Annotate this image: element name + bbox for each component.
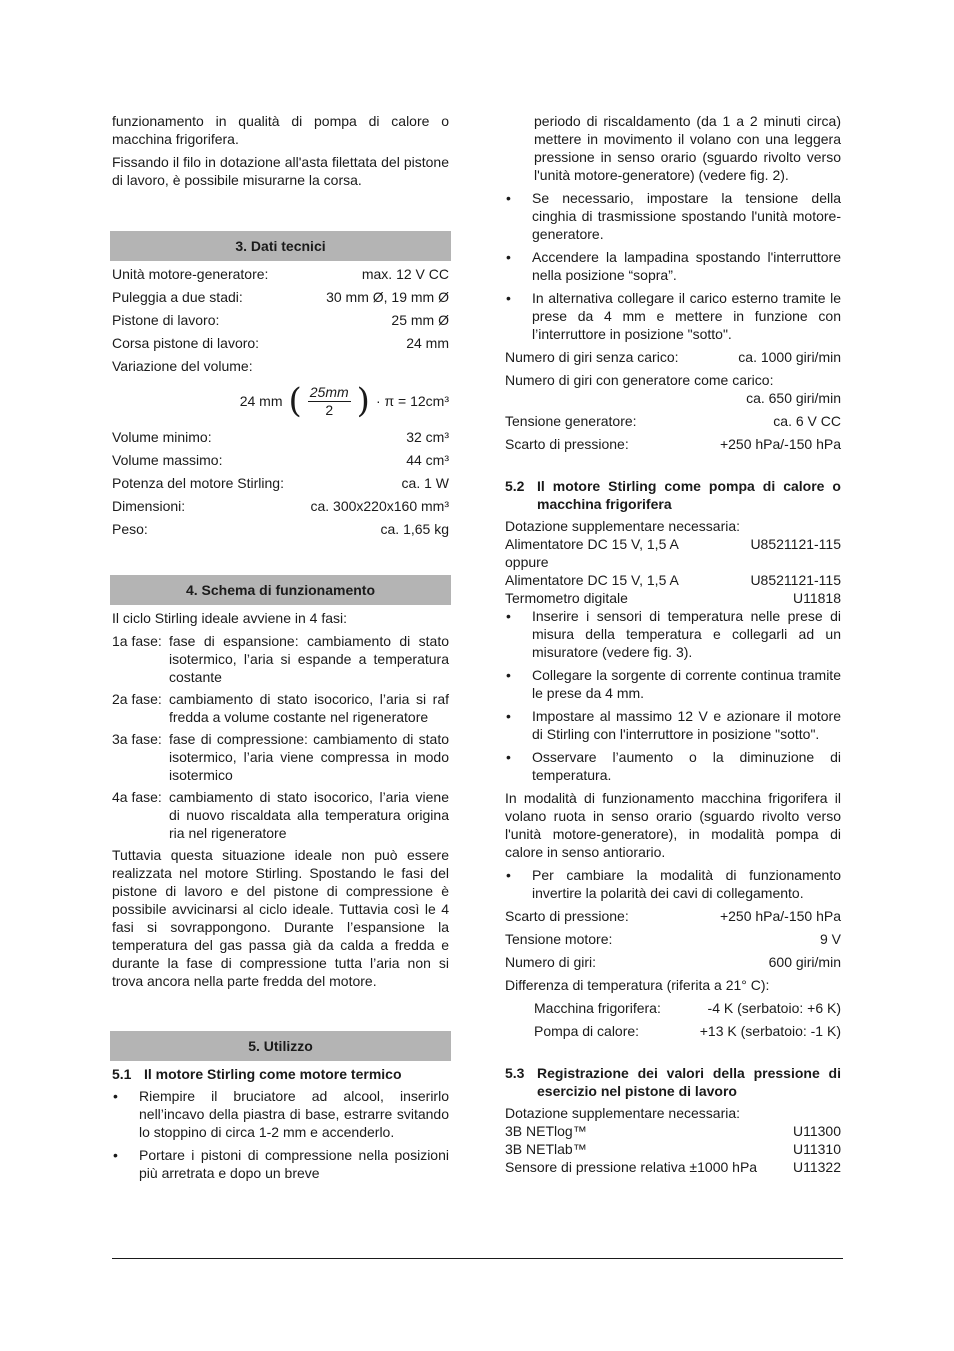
spec-label: Corsa pistone di lavoro:: [112, 335, 260, 351]
spec-value: +250 hPa/-150 hPa: [719, 436, 841, 452]
spec-row: [112, 428, 449, 446]
equipment-row: [505, 535, 841, 553]
spec-row: [505, 953, 841, 971]
spec-row: [112, 357, 449, 375]
spec-label: Numero di giri con generatore come carico:: [505, 372, 774, 388]
equipment-row: [505, 1158, 841, 1176]
spec-label: Pistone di lavoro:: [112, 312, 220, 328]
spec-label: Numero di giri:: [505, 954, 597, 970]
phase-text: fase di compressione: cambiamento di stato isotermico, l’aria viene compressa in modo isotermico: [169, 731, 449, 783]
intro-paragraph-1: funzionamento in qualità di pompa di calore o macchina frigorifera.: [112, 113, 449, 147]
spec-label: Puleggia a due stadi:: [112, 289, 243, 305]
mode-paragraph: In modalità di funzionamento macchina frigorifera il volano ruota in senso orario (sguardo rivolto verso l'unità motore-generatore), in modalità pompa di calore in senso antiorario.: [505, 790, 841, 860]
spec-label: Volume minimo:: [112, 429, 212, 445]
left-column: [112, 112, 449, 1187]
list-item: • Collegare la sorgente di corrente continua tramite le prese da 4 mm.: [505, 666, 841, 702]
equipment-label: oppure: [505, 554, 549, 570]
temperature-value: -4 K (serbatoio: +6 K): [707, 1000, 841, 1016]
spec-row: [505, 907, 841, 925]
spec-label: Peso:: [112, 521, 148, 537]
equipment-label: Alimentatore DC 15 V, 1,5 A: [505, 536, 679, 552]
spec-label: Potenza del motore Stirling:: [112, 475, 284, 491]
list-item: • In alternativa collegare il carico esterno tramite le prese da 4 mm e mettere in funzione con l’interruttore in posizione "sotto".: [505, 289, 841, 343]
continued-bullet-text: periodo di riscaldamento (da 1 a 2 minuti circa) mettere in movimento il volano con una leggera pressione in senso orario (sguardo rivolto verso l'unità motore-generatore) (vedere fig. 2).: [534, 113, 841, 183]
intro-paragraph-2: Fissando il filo in dotazione all'asta filettata del pistone di lavoro, è possibile misurarne la corsa.: [112, 154, 449, 188]
left-paren: (: [288, 381, 302, 421]
subsection-title: Registrazione dei valori della pressione di esercizio nel pistone di lavoro: [537, 1065, 841, 1099]
spec-value: 30 mm Ø, 19 mm Ø: [326, 289, 449, 305]
bullet-list-5-1: [112, 1087, 449, 1182]
spec-label: Volume massimo:: [112, 452, 223, 468]
spec-label: Tensione motore:: [505, 931, 613, 947]
list-item: • Portare i pistoni di compressione nella posizioni più arretrata e dopo un breve: [112, 1146, 449, 1182]
section-4-intro: Il ciclo Stirling ideale avviene in 4 fasi:: [112, 610, 348, 626]
list-item: • Accendere la lampadina spostando l'interruttore nella posizione “sopra”.: [505, 248, 841, 284]
list-item: • Se necessario, impostare la tensione della cinghia di trasmissione spostando l'unità motore-generatore.: [505, 189, 841, 243]
spec-value: 600 giri/min: [768, 954, 841, 970]
spec-row: [112, 520, 449, 538]
fraction-denominator: 2: [325, 401, 334, 418]
spec-row: [112, 265, 449, 283]
equipment-row: [505, 589, 841, 607]
equipment-row: [505, 553, 841, 571]
subsection-5-1-heading: [112, 1065, 449, 1083]
list-item: • Osservare l’aumento o la diminuzione di temperatura.: [505, 748, 841, 784]
temperature-label: Pompa di calore:: [534, 1023, 640, 1039]
equipment-row: [505, 1122, 841, 1140]
spec-row: [112, 288, 449, 306]
spec-row: [112, 334, 449, 352]
phase-item: [112, 690, 449, 726]
spec-row: [112, 311, 449, 329]
temperature-difference-label: Differenza di temperatura (riferita a 21° C):: [505, 977, 770, 993]
spec-value: 25 mm Ø: [391, 312, 449, 328]
equipment-label: 3B NETlab™: [505, 1141, 587, 1157]
footer-rule: [112, 1258, 843, 1259]
spec-value: ca. 6 V CC: [773, 413, 841, 429]
subsection-5-3-heading: [505, 1064, 841, 1100]
formula-prefix: 24 mm: [239, 393, 283, 409]
bullet-list-5-2: [505, 607, 841, 784]
phase-text: fase di espansione: cambiamento di stato isotermico, l’aria si espande a temperatura costante: [169, 633, 449, 685]
spec-value: 24 mm: [406, 335, 449, 351]
list-item: • Riempire il bruciatore ad alcool, inserirlo nell’incavo della piastra di base, estrarre svitando lo stoppino di circa 1-2 mm e accenderlo.: [112, 1087, 449, 1141]
right-paren: ): [356, 381, 370, 421]
spec-value: ca. 1,65 kg: [380, 521, 449, 537]
subsection-number: 5.1: [112, 1066, 132, 1082]
bullet-list-5-2-b: [505, 866, 841, 902]
list-item: • Per cambiare la modalità di funzionamento invertire la polarità dei cavi di collegamento.: [505, 866, 841, 902]
spec-label: Unità motore-generatore:: [112, 266, 269, 282]
section-4-heading: 4. Schema di funzionamento: [110, 575, 451, 605]
spec-row: [505, 930, 841, 948]
temperature-label: Macchina frigorifera:: [534, 1000, 661, 1016]
spec-value: 32 cm³: [406, 429, 449, 445]
spec-value: ca. 650 giri/min: [746, 390, 841, 406]
spec-value: max. 12 V CC: [361, 266, 449, 282]
spec-label: Dimensioni:: [112, 498, 186, 514]
phase-text: cambiamento di stato isocorico, l’aria viene di nuovo riscaldata alla temperatura origina ria nel rigeneratore: [169, 789, 449, 841]
spec-value: ca. 1000 giri/min: [738, 349, 841, 365]
phase-text: cambiamento di stato isocorico, l’aria si raf fredda a volume costante nel rigeneratore: [169, 691, 449, 725]
spec-label: Tensione generatore:: [505, 413, 637, 429]
spec-value: ca. 1 W: [401, 475, 449, 491]
equipment-label: Alimentatore DC 15 V, 1,5 A: [505, 572, 679, 588]
phase-item: [112, 788, 449, 842]
spec-label: Numero di giri senza carico:: [505, 349, 679, 365]
equipment-code: U11310: [792, 1141, 841, 1157]
spec-row: [505, 435, 841, 453]
subsection-number: 5.2: [505, 478, 525, 494]
fraction: [308, 384, 351, 419]
specs-list: [112, 265, 449, 375]
section-3-heading: 3. Dati tecnici: [110, 231, 451, 261]
volume-formula: [112, 380, 449, 422]
subsection-5-2-heading: [505, 477, 841, 513]
temperature-value: +13 K (serbatoio: -1 K): [699, 1023, 841, 1039]
phase-key: 3a fase:: [112, 731, 162, 747]
subsection-title: Il motore Stirling come pompa di calore o macchina frigorifera: [537, 478, 841, 512]
equipment-label: Termometro digitale: [505, 590, 628, 606]
equipment-title: Dotazione supplementare necessaria:: [505, 1105, 741, 1121]
phase-key: 4a fase:: [112, 789, 162, 805]
fraction-numerator: 25mm: [309, 383, 349, 400]
section-5-heading: 5. Utilizzo: [110, 1031, 451, 1061]
spec-label: Scarto di pressione:: [505, 436, 629, 452]
phase-key: 2a fase:: [112, 691, 162, 707]
equipment-code: U8521121-115: [750, 536, 841, 552]
equipment-code: U11322: [792, 1159, 841, 1175]
subsection-title: Il motore Stirling come motore termico: [144, 1066, 402, 1082]
equipment-label: Sensore di pressione relativa ±1000 hPa: [505, 1159, 758, 1175]
spec-value: 44 cm³: [406, 452, 449, 468]
spec-row: [112, 451, 449, 469]
spec-value: 9 V: [819, 931, 841, 947]
right-column: [505, 112, 841, 1176]
equipment-row: [505, 571, 841, 589]
bullet-list-5-1-cont: [505, 189, 841, 343]
equipment-code: U8521121-115: [750, 572, 841, 588]
temperature-row: [505, 999, 841, 1017]
section-4-paragraph: Tuttavia questa situazione ideale non può essere realizzata nel motore Stirling. Spostando le fasi del pistone di lavoro e del pistone di compressione è possibile avvicinarsi al ciclo ideale. Tuttavia così le 4 fasi si sovrappongono. Durante l’espansione la temperatura del gas passa già da calda a fredda e durante la fase di compressione tutta l’aria non si trova ancora nella parte fredda del motore.: [112, 847, 449, 989]
phase-item: [112, 632, 449, 686]
phase-item: [112, 730, 449, 784]
equipment-title: Dotazione supplementare necessaria:: [505, 518, 741, 534]
equipment-code: U11818: [792, 590, 841, 606]
equipment-row: [505, 1140, 841, 1158]
phase-key: 1a fase:: [112, 633, 162, 649]
subsection-number: 5.3: [505, 1065, 525, 1081]
specs-list-2: [112, 428, 449, 538]
spec-row: [112, 497, 449, 515]
list-item: • Inserire i sensori di temperatura nelle prese di misura della temperatura e collegarli ad un misuratore (vedere fig. 3).: [505, 607, 841, 661]
list-item: • Impostare al massimo 12 V e azionare il motore di Stirling con l'interruttore in posizione "sotto".: [505, 707, 841, 743]
formula-suffix: · π = 12cm³: [375, 393, 449, 409]
spec-row: [112, 474, 449, 492]
spec-value: +250 hPa/-150 hPa: [719, 908, 841, 924]
spec-row: [505, 348, 841, 366]
temperature-row: [505, 1022, 841, 1040]
equipment-code: U11300: [792, 1123, 841, 1139]
spec-row: [505, 371, 841, 407]
spec-label: Scarto di pressione:: [505, 908, 629, 924]
spec-row: [505, 412, 841, 430]
spec-label: Variazione del volume:: [112, 358, 253, 374]
equipment-label: 3B NETlog™: [505, 1123, 587, 1139]
spec-value: ca. 300x220x160 mm³: [310, 498, 449, 514]
